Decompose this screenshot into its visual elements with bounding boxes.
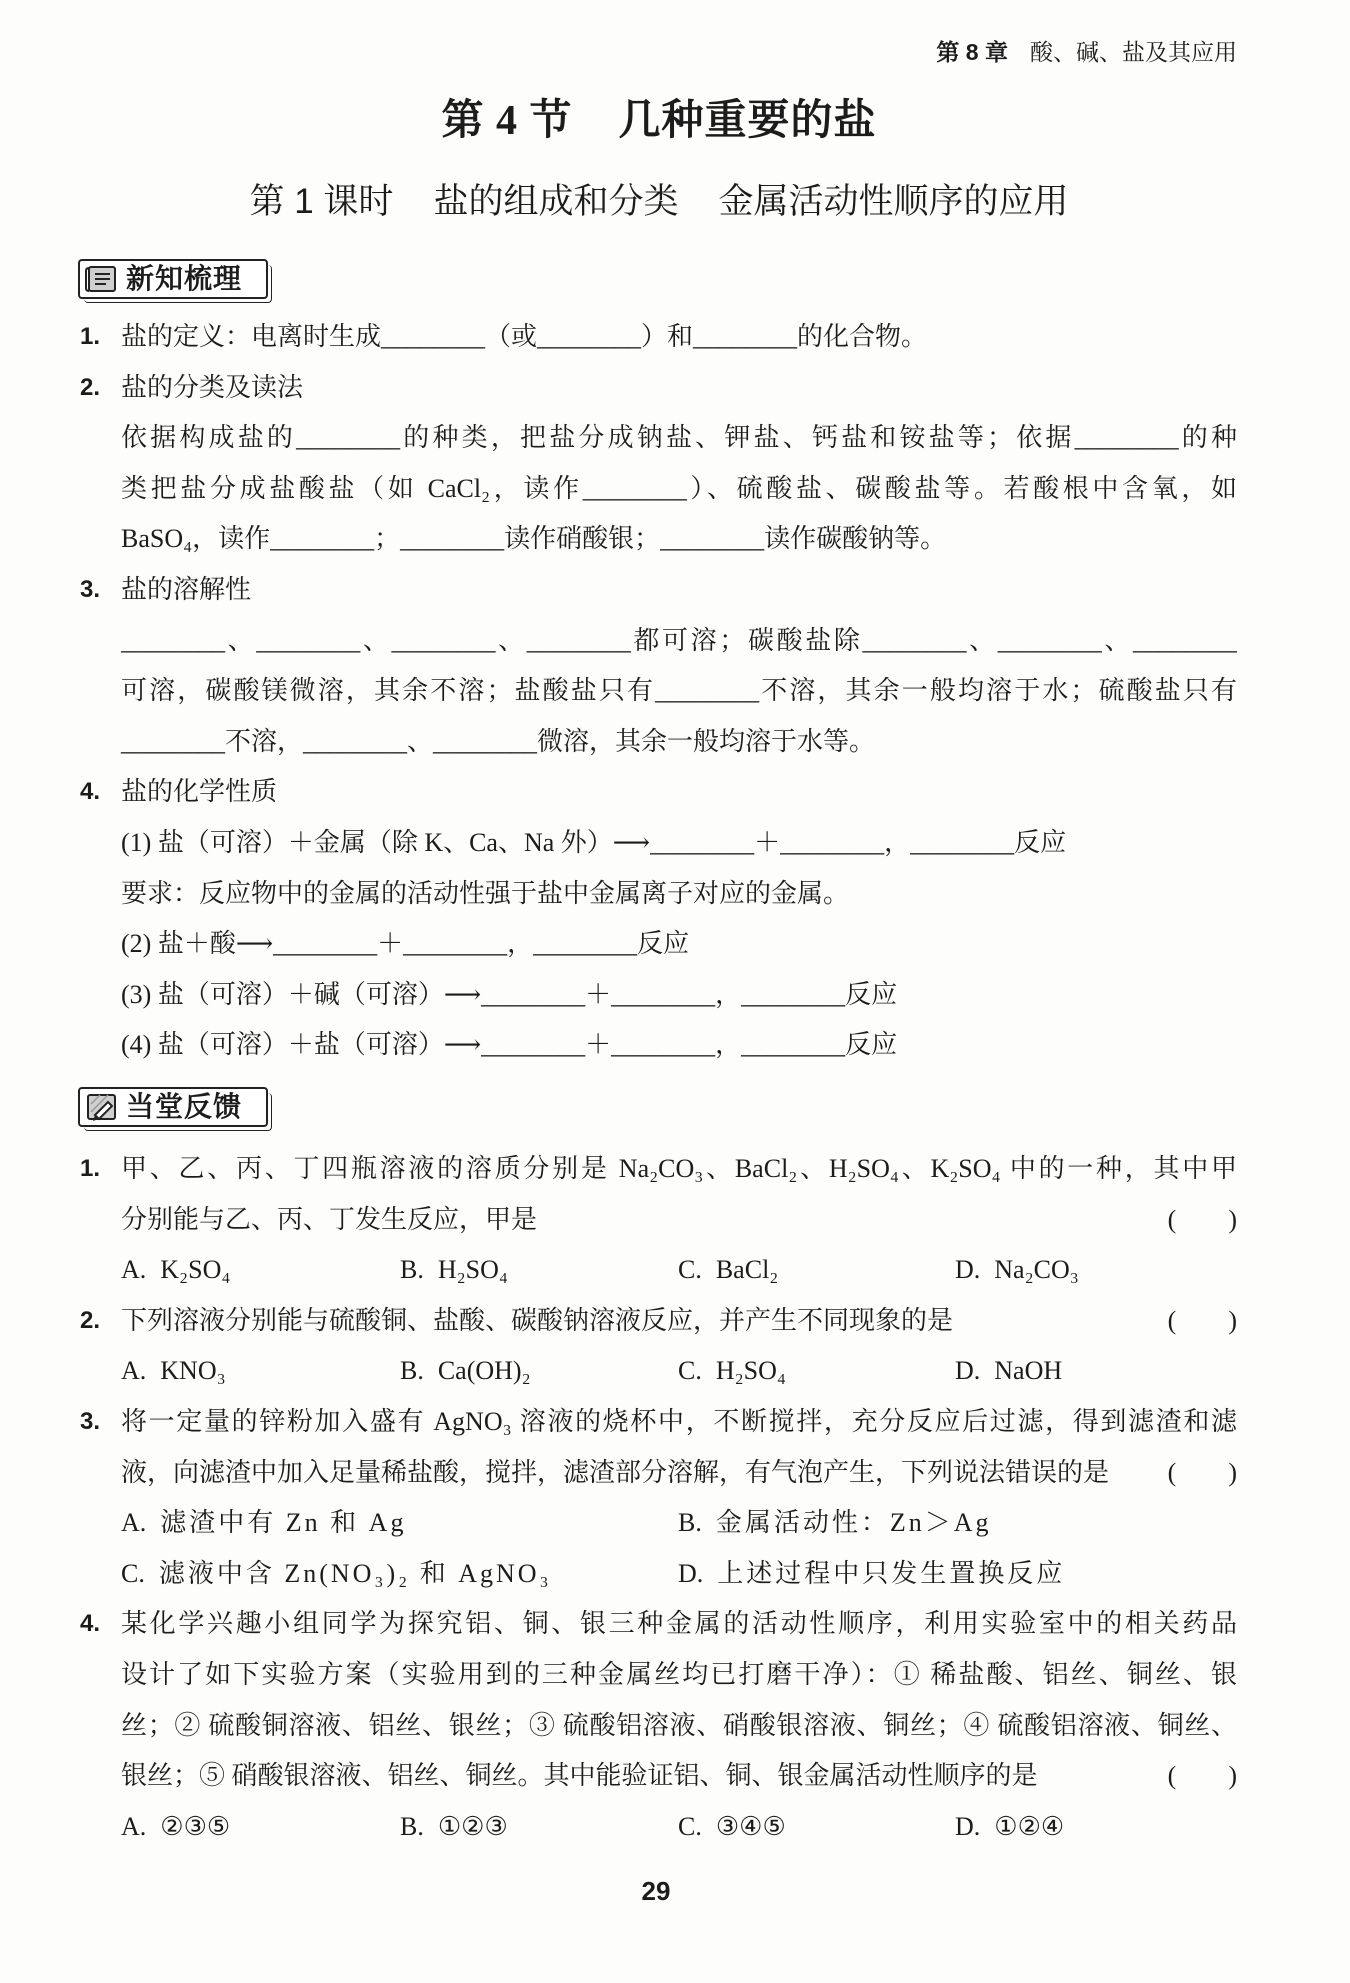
option-label: B. <box>678 1508 702 1537</box>
feedback-label: 当堂反馈 <box>126 1091 243 1122</box>
option-text: K₂SO₄ <box>160 1255 231 1284</box>
option-label: B. <box>400 1812 424 1841</box>
running-header <box>936 37 1237 67</box>
section-title <box>81 91 1237 151</box>
lesson-topic-2: 金属活动性顺序的应用 <box>718 182 1069 221</box>
option-label: D. <box>955 1812 981 1841</box>
item-number: 1. <box>80 323 101 350</box>
question-text-line: 将一定量的锌粉加入盛有 AgNO₃ 溶液的烧杯中，不断搅拌，充分反应后过滤，得到滤渣和滤 <box>121 1407 1237 1436</box>
item-number: 3. <box>80 576 101 603</box>
item-heading: 盐的分类及读法 <box>121 373 304 402</box>
option-b <box>400 1802 508 1852</box>
question-text-line: 甲、乙、丙、丁四瓶溶液的溶质分别是 Na₂CO₃、BaCl₂、H₂SO₄、K₂SO₄ 中的一种，其中甲 <box>121 1154 1237 1183</box>
option-label: C. <box>678 1356 702 1385</box>
option-text: ②③⑤ <box>160 1812 231 1841</box>
option-label: D. <box>678 1559 704 1588</box>
option-label: A. <box>121 1812 147 1841</box>
lesson-subtitle <box>81 179 1237 225</box>
pencil-icon <box>85 1092 119 1122</box>
option-text: 上述过程中只发生置换反应 <box>717 1559 1066 1588</box>
option-c <box>678 1802 786 1852</box>
new-knowledge-section-label <box>78 259 268 299</box>
question-text-line: 某化学兴趣小组同学为探究铝、铜、银三种金属的活动性顺序，利用实验室中的相关药品 <box>121 1609 1237 1638</box>
question-text-line: 设计了如下实验方案（实验用到的三种金属丝均已打磨干净）：① 稀盐酸、铝丝、铜丝、银 <box>121 1660 1237 1689</box>
option-text: Ca(OH)₂ <box>437 1356 531 1385</box>
option-text: ③④⑤ <box>715 1812 786 1841</box>
option-a <box>121 1498 406 1548</box>
option-text: NaOH <box>994 1356 1063 1385</box>
option-label: A. <box>121 1255 147 1284</box>
question-text-line: 丝；② 硫酸铜溶液、铝丝、银丝；③ 硫酸铝溶液、硝酸银溶液、铜丝；④ 硫酸铝溶液、铜丝、 <box>121 1711 1237 1740</box>
option-d <box>955 1346 1062 1396</box>
page-number: 29 <box>641 1876 671 1906</box>
item-text-line: 要求：反应物中的金属的活动性强于盐中金属离子对应的金属。 <box>121 879 850 908</box>
item-text-line: 可溶，碳酸镁微溶，其余不溶；盐酸盐只有________不溶，其余一般均溶于水；硫酸盐只有 <box>121 676 1237 705</box>
item-heading: 盐的溶解性 <box>121 575 252 604</box>
option-text: 滤液中含 Zn(NO₃)₂ 和 AgNO₃ <box>158 1559 552 1588</box>
option-label: A. <box>121 1508 147 1537</box>
item-number: 4. <box>80 778 101 805</box>
section-name: 几种重要的盐 <box>618 98 877 144</box>
chapter-number: 第 8 章 <box>936 39 1008 65</box>
section-number: 第 4 节 <box>441 98 573 144</box>
lesson-topic-1: 盐的组成和分类 <box>433 182 679 221</box>
question-text-line: 液，向滤渣中加入足量稀盐酸，搅拌，滤渣部分溶解，有气泡产生，下列说法错误的是 <box>121 1458 1110 1487</box>
new-knowledge-label: 新知梳理 <box>126 263 243 294</box>
option-text: Na₂CO₃ <box>994 1255 1079 1284</box>
option-text: BaCl₂ <box>715 1255 779 1284</box>
option-text: ①②④ <box>994 1812 1065 1841</box>
question-number: 2. <box>80 1307 101 1334</box>
option-a <box>121 1346 226 1396</box>
option-label: A. <box>121 1356 147 1385</box>
lesson-number: 第 1 课时 <box>249 182 394 221</box>
option-c <box>678 1346 786 1396</box>
answer-bracket: ( ) <box>1167 1205 1237 1234</box>
option-text: 滤渣中有 Zn 和 Ag <box>160 1508 407 1537</box>
option-text: ①②③ <box>437 1812 508 1841</box>
option-c <box>121 1549 552 1599</box>
item-text-line: 类把盐分成盐酸盐（如 CaCl₂，读作________）、硫酸盐、碳酸盐等。若酸根中含氧，如 <box>121 474 1237 503</box>
answer-bracket: ( ) <box>1167 1458 1237 1487</box>
option-d <box>955 1802 1064 1852</box>
question-text-line: 分别能与乙、丙、丁发生反应，甲是 <box>121 1205 538 1234</box>
option-c <box>678 1245 778 1295</box>
item-text-line: (4) 盐（可溶）＋盐（可溶）⟶________＋________，________反应 <box>121 1030 898 1059</box>
option-label: B. <box>400 1255 424 1284</box>
item-text-line: ________不溶，________、________微溶，其余一般均溶于水等。 <box>121 727 876 756</box>
option-label: B. <box>400 1356 424 1385</box>
question-number: 1. <box>80 1155 101 1182</box>
item-text-line: (3) 盐（可溶）＋碱（可溶）⟶________＋________，________反应 <box>121 980 898 1009</box>
option-label: D. <box>955 1356 981 1385</box>
question-number: 4. <box>80 1610 101 1637</box>
question-text-line: 银丝；⑤ 硝酸银溶液、铝丝、铜丝。其中能验证铝、铜、银金属活动性顺序的是 <box>121 1761 1038 1790</box>
chapter-title: 酸、碱、盐及其应用 <box>1030 39 1237 65</box>
question-text-line: 下列溶液分别能与硫酸铜、盐酸、碳酸钠溶液反应，并产生不同现象的是 <box>121 1306 954 1335</box>
option-a <box>121 1245 230 1295</box>
option-d <box>955 1245 1079 1295</box>
item-text-line: 依据构成盐的________的种类，把盐分成钠盐、钾盐、钙盐和铵盐等；依据________的种 <box>121 423 1237 452</box>
option-label: D. <box>955 1255 981 1284</box>
option-text: KNO₃ <box>160 1356 226 1385</box>
option-label: C. <box>121 1559 145 1588</box>
option-text: 金属活动性：Zn＞Ag <box>715 1508 992 1537</box>
item-number: 2. <box>80 374 101 401</box>
option-d <box>678 1549 1065 1599</box>
item-text-line: ________、________、________、________都可溶；碳酸盐除________、________、________ <box>121 626 1237 655</box>
question-number: 3. <box>80 1408 101 1435</box>
answer-bracket: ( ) <box>1167 1306 1237 1335</box>
option-label: C. <box>678 1255 702 1284</box>
item-text-line: 盐的定义：电离时生成________（或________）和________的化合物。 <box>121 322 928 351</box>
notebook-icon <box>85 264 119 294</box>
item-text-line: (1) 盐（可溶）＋金属（除 K、Ca、Na 外）⟶________＋________，________反应 <box>121 828 1067 857</box>
option-b <box>400 1346 531 1396</box>
item-text-line: BaSO₄，读作________；________读作硝酸银；________读作碳酸钠等。 <box>121 524 947 553</box>
option-text: H₂SO₄ <box>715 1356 786 1385</box>
option-a <box>121 1802 230 1852</box>
option-text: H₂SO₄ <box>437 1255 508 1284</box>
item-text-line: (2) 盐＋酸⟶________＋________，________反应 <box>121 929 690 958</box>
answer-bracket: ( ) <box>1167 1761 1237 1790</box>
option-b <box>678 1498 992 1548</box>
feedback-section-label <box>78 1087 268 1127</box>
option-b <box>400 1245 508 1295</box>
option-label: C. <box>678 1812 702 1841</box>
item-heading: 盐的化学性质 <box>121 777 278 806</box>
